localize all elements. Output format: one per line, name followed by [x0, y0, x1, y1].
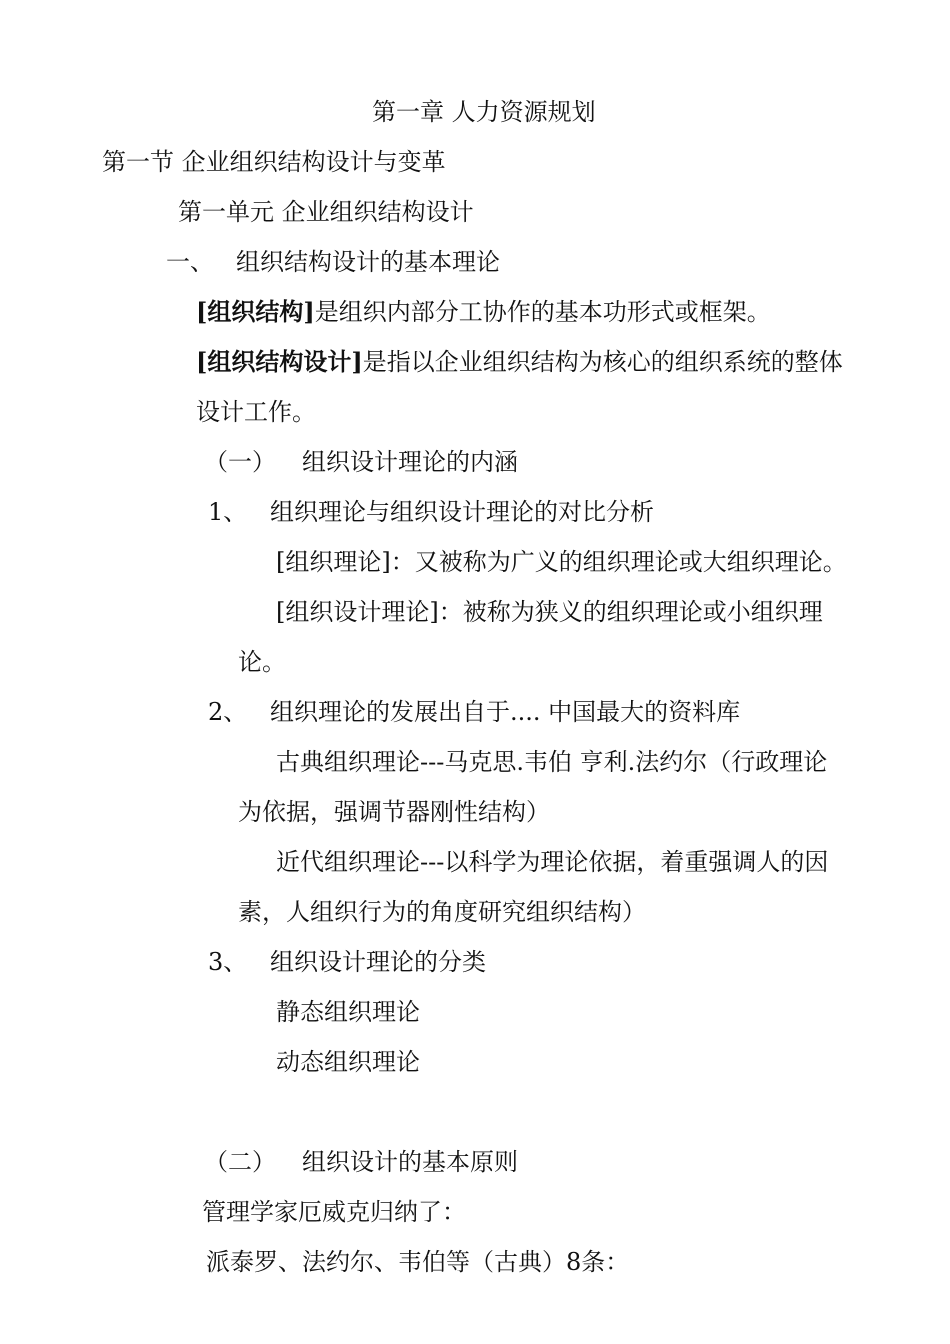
chapter-title: 第一章 人力资源规划: [372, 98, 596, 126]
definition-design: [196, 346, 843, 378]
item-1-number: 1、: [208, 498, 248, 526]
heading-1-text: 组织结构设计的基本理论: [236, 248, 500, 276]
item-2-paragraph-1-continued: 为依据，强调节器刚性结构）: [238, 798, 550, 826]
section-title: 第一节 企业组织结构设计与变革: [102, 148, 446, 176]
definition-structure: [196, 296, 771, 328]
item-2-number: 2、: [208, 698, 248, 726]
item-3-text: 组织设计理论的分类: [270, 948, 486, 976]
classic-paragraph: 派泰罗、法约尔、韦伯等（古典）8条：: [206, 1248, 630, 1276]
item-1-text: 组织理论与组织设计理论的对比分析: [270, 498, 654, 526]
definition-text: 是指以企业组织结构为核心的组织系统的整体: [362, 348, 843, 376]
item-3-number: 3、: [208, 948, 248, 976]
subheading-1-number: （一）: [204, 448, 276, 476]
subheading-2-text: 组织设计的基本原则: [302, 1148, 518, 1176]
definition-term: [组织结构设计]: [196, 347, 363, 376]
item-2-paragraph-1: 古典组织理论---马克思.韦伯 亨利.法约尔（行政理论: [276, 748, 828, 776]
item-3-static: 静态组织理论: [276, 998, 420, 1026]
heading-1-number: 一、: [166, 248, 214, 276]
definition-text: 是组织内部分工协作的基本功形式或框架。: [314, 298, 771, 326]
item-2-paragraph-2-continued: 素，人组织行为的角度研究组织结构）: [238, 898, 646, 926]
subheading-1-text: 组织设计理论的内涵: [302, 448, 518, 476]
item-3-dynamic: 动态组织理论: [276, 1048, 420, 1076]
definition-design-continued: 设计工作。: [196, 398, 316, 426]
item-1-paragraph-1: [组织理论]：又被称为广义的组织理论或大组织理论。: [276, 548, 847, 576]
unit-title: 第一单元 企业组织结构设计: [178, 198, 474, 226]
item-2-text: 组织理论的发展出自于.... 中国最大的资料库: [270, 698, 741, 726]
item-1-paragraph-2-continued: 论。: [238, 648, 286, 676]
definition-term: [组织结构]: [196, 297, 315, 326]
summary-paragraph: 管理学家厄威克归纳了：: [202, 1198, 466, 1226]
item-2-paragraph-2: 近代组织理论---以科学为理论依据，着重强调人的因: [276, 848, 829, 876]
subheading-2-number: （二）: [204, 1148, 276, 1176]
item-1-paragraph-2: [组织设计理论]：被称为狭义的组织理论或小组织理: [276, 598, 823, 626]
